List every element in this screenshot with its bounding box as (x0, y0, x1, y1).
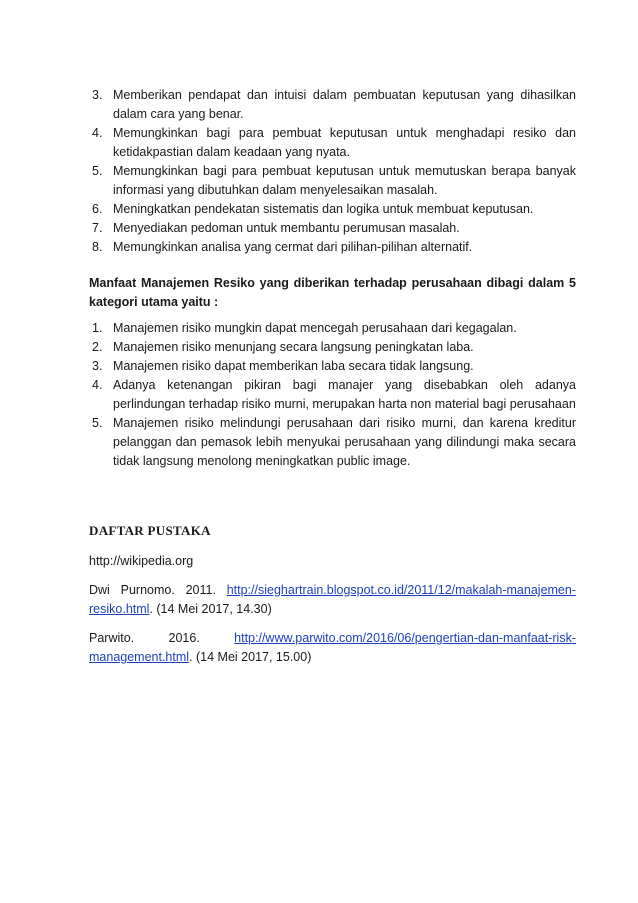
reference-3 (89, 629, 576, 667)
list-item (89, 200, 576, 219)
list-text: Manajemen risiko mungkin dapat mencegah perusahaan dari kegagalan. (113, 321, 517, 335)
list-number: 2. (92, 340, 103, 354)
list-text: Manajemen risiko dapat memberikan laba secara tidak langsung. (113, 359, 474, 373)
reference-year: 2016. (168, 631, 200, 645)
list-number: 5. (92, 416, 103, 430)
list-text: Manajemen risiko menunjang secara langsung peningkatan laba. (113, 340, 474, 354)
list-number: 8. (92, 240, 103, 254)
list-item (89, 376, 576, 414)
reference-suffix: . (14 Mei 2017, 14.30) (149, 602, 272, 616)
list-number: 4. (92, 378, 103, 392)
reference-link[interactable]: http://sieghartrain.blogspot.co.id/2011/12/makalah-manajemen-resiko.html (89, 583, 576, 616)
reference-2 (89, 581, 576, 619)
list-item (89, 357, 576, 376)
reference-suffix: . (14 Mei 2017, 15.00) (189, 650, 312, 664)
list-text: Adanya ketenangan pikiran bagi manajer yang disebabkan oleh adanya perlindungan terhadap risiko murni, merupakan harta non material bagi perusahaan (113, 378, 576, 411)
list-text: Memungkinkan bagi para pembuat keputusan untuk menghadapi resiko dan ketidakpastian dalam keadaan yang nyata. (113, 126, 576, 159)
list-item (89, 238, 576, 257)
list-text: Manajemen risiko melindungi perusahaan dari risiko murni, dan karena kreditur pelanggan dan pemasok lebih menyukai perusahaan yang dilindungi maka secara tidak langsung menolong meningkatkan public image. (113, 416, 576, 468)
list-number: 3. (92, 359, 103, 373)
list-number: 7. (92, 221, 103, 235)
list-item (89, 319, 576, 338)
reference-1 (89, 552, 576, 571)
reference-prefix: Dwi Purnomo. 2011. (89, 583, 227, 597)
benefits-list-decision (89, 86, 576, 257)
list-text: Menyediakan pedoman untuk membantu perumusan masalah. (113, 221, 460, 235)
bibliography-title: DAFTAR PUSTAKA (89, 523, 211, 538)
list-number: 3. (92, 88, 103, 102)
list-text: Meningkatkan pendekatan sistematis dan logika untuk membuat keputusan. (113, 202, 534, 216)
page-content (89, 86, 576, 677)
list-text: Memberikan pendapat dan intuisi dalam pembuatan keputusan yang dihasilkan dalam cara yang benar. (113, 88, 576, 121)
list-text: Memungkinkan bagi para pembuat keputusan untuk memutuskan berapa banyak informasi yang dibutuhkan dalam menyelesaikan masalah. (113, 164, 576, 197)
list-text: Memungkinkan analisa yang cermat dari pilihan-pilihan alternatif. (113, 240, 473, 254)
section-heading: Manfaat Manajemen Resiko yang diberikan terhadap perusahaan dibagi dalam 5 kategori utama yaitu : (89, 276, 576, 309)
list-item (89, 338, 576, 357)
list-number: 5. (92, 164, 103, 178)
reference-author: Parwito. (89, 631, 135, 645)
list-number: 6. (92, 202, 103, 216)
reference-text: http://wikipedia.org (89, 554, 194, 568)
reference-link[interactable]: http://www.parwito.com/2016/06/pengertian-dan-manfaat-risk-management.html (89, 631, 576, 664)
list-item (89, 86, 576, 124)
list-item (89, 414, 576, 471)
list-item (89, 219, 576, 238)
list-number: 1. (92, 321, 103, 335)
list-item (89, 124, 576, 162)
list-item (89, 162, 576, 200)
list-number: 4. (92, 126, 103, 140)
benefits-list-company (89, 319, 576, 471)
